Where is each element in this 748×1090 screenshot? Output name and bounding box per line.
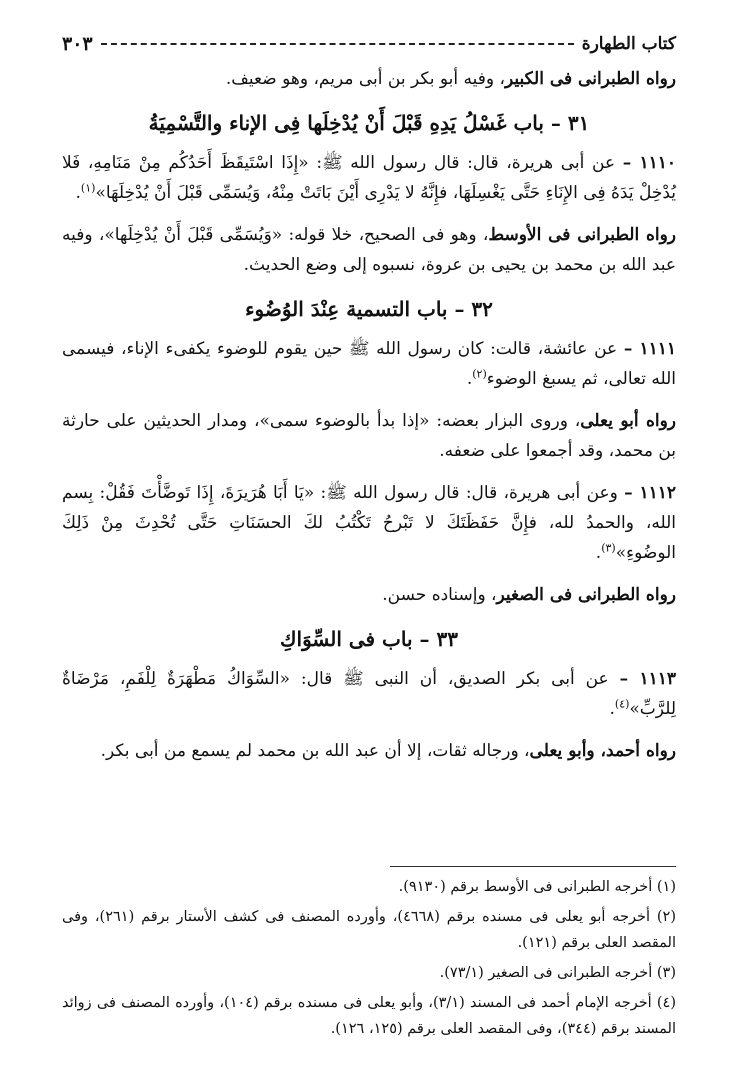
footnote-ref: (٢)	[472, 367, 487, 381]
book-title: كتاب الطهارة	[581, 34, 676, 54]
paragraph	[62, 580, 676, 610]
text-run: وعن أبى هريرة، قال: قال رسول الله ﷺ: «يَا أَبَا هُرَيرَةَ، إِذَا تَوضَّأْتَ فَقُلْ: بِسم الله، والحمدُ لله، فإِنَّ حَفَظَتَكَ لا تَبْرحُ تَكْتُبُ لكَ الحسَنَاتِ حَتَّى تُحْدِثَ مِنْ ذَلِكَ الوضُوءِ»	[62, 483, 676, 563]
text-run: عن عائشة، قالت: كان رسول الله ﷺ حين يقوم للوضوء يكفىء الإناء، فيسمى الله تعالى، ثم يسبغ الوضوء	[62, 339, 676, 389]
paragraph	[62, 664, 676, 724]
paragraph	[62, 64, 676, 94]
text-run: ، وروى البزار بعضه: «إذا بدأ بالوضوء سمى»، ومدار الحديثين على حارثة بن محمد، وقد أجمعوا على ضعفه.	[62, 411, 676, 461]
chapter-title: ٣٣ – باب فى السِّوَاكِ	[280, 627, 458, 651]
text-run: ، وإسناده حسن.	[382, 585, 497, 605]
text-run: .	[595, 543, 602, 563]
chapter-title: ٣٢ – باب التسمية عِنْدَ الوُضُوء	[245, 297, 493, 321]
page-number: ٣٠٣	[62, 33, 93, 55]
text-run: .	[609, 699, 615, 719]
paragraph	[62, 406, 676, 466]
bold-run: رواه الطبرانى فى الأوسط	[488, 225, 677, 245]
text-run: ، ورجاله ثقات، إلا أن عبد الله بن محمد لم يسمع من أبى بكر.	[100, 741, 530, 761]
footnote-separator	[390, 866, 676, 867]
main-text	[62, 64, 676, 778]
footnote: (٤) أخرجه الإمام أحمد فى المسند (٣/١)، وأبو يعلى فى مسنده برقم (١٠٤)، وأورده المصنف فى زوائد المسند برقم (٣٤٤)، وفى المقصد العلى برقم (١٢٥، ١٢٦).	[62, 995, 677, 1037]
bold-run: ١١١٣ –	[619, 669, 677, 689]
bold-run: ١١١٠ –	[622, 153, 676, 173]
footnote-ref: (١)	[80, 181, 96, 195]
bold-run: رواه الطبرانى فى الكبير	[504, 69, 676, 89]
bold-run: ١١١٢ –	[624, 483, 676, 503]
running-header	[62, 30, 676, 58]
footnote: (٢) أخرجه أبو يعلى فى مسنده برقم (٤٦٦٨)، وأورده المصنف فى كشف الأستار برقم (٢٦١)، وفى المقصد العلى برقم (١٢١).	[62, 909, 676, 951]
text-run: ، وهو فى الصحيح، خلا قوله: «وَيُسَمِّى قَبْلَ أَنْ يُدْخِلَها»، وفيه عبد الله بن محمد بن يحيى بن عروة، نسبوه إلى وضع الحديث.	[62, 225, 676, 275]
text-run: ، وفيه أبو بكر بن أبى مريم، وهو ضعيف.	[225, 69, 505, 89]
bold-run: رواه أحمد، وأبو يعلى	[529, 741, 676, 761]
text-run: عن أبى هريرة، قال: قال رسول الله ﷺ: «إِذَا اسْتَيقَظَ أَحَدُكُم مِنْ مَنَامِهِ، فَلا يُدْخِلْ يَدَهُ فِى الإِنَاءِ حَتَّى يَغْسِلَهَا، فإِنَّهُ لا يَدْرِى أَيْنَ بَاتَتْ مِنْهُ، وَيُسَمِّى قَبْلَ أَنْ يُدْخِلَهَا»	[62, 153, 676, 203]
footnote-ref: (٣)	[601, 541, 616, 555]
footnote: (٣) أخرجه الطبرانى فى الصغير (٧٣/١).	[439, 965, 676, 981]
bold-run: رواه الطبرانى فى الصغير	[496, 585, 676, 605]
footnotes	[62, 874, 676, 1046]
paragraph	[62, 478, 676, 568]
text-run: .	[466, 369, 473, 389]
header-dashed-rule	[101, 43, 574, 45]
text-run: عن أبى بكر الصديق، أن النبى ﷺ قال: «السِّوَاكُ مَطْهَرَةٌ لِلْفَمِ، مَرْضَاةٌ لِلرَّبِّ»	[62, 669, 676, 719]
bold-run: ١١١١ –	[623, 339, 676, 359]
bold-run: رواه أبو يعلى	[580, 411, 676, 431]
text-run: .	[75, 183, 81, 203]
footnote-ref: (٤)	[614, 697, 630, 711]
paragraph	[62, 220, 676, 280]
chapter-title: ٣١ – باب غَسْلُ يَدِهِ قَبْلَ أَنْ يُدْخِلَها فِى الإناء والتَّسْمِيَةُ	[148, 111, 590, 135]
paragraph	[62, 736, 676, 766]
paragraph	[62, 334, 676, 394]
paragraph	[62, 148, 676, 208]
footnote: (١) أخرجه الطبرانى فى الأوسط برقم (٩١٣٠).	[398, 879, 676, 895]
